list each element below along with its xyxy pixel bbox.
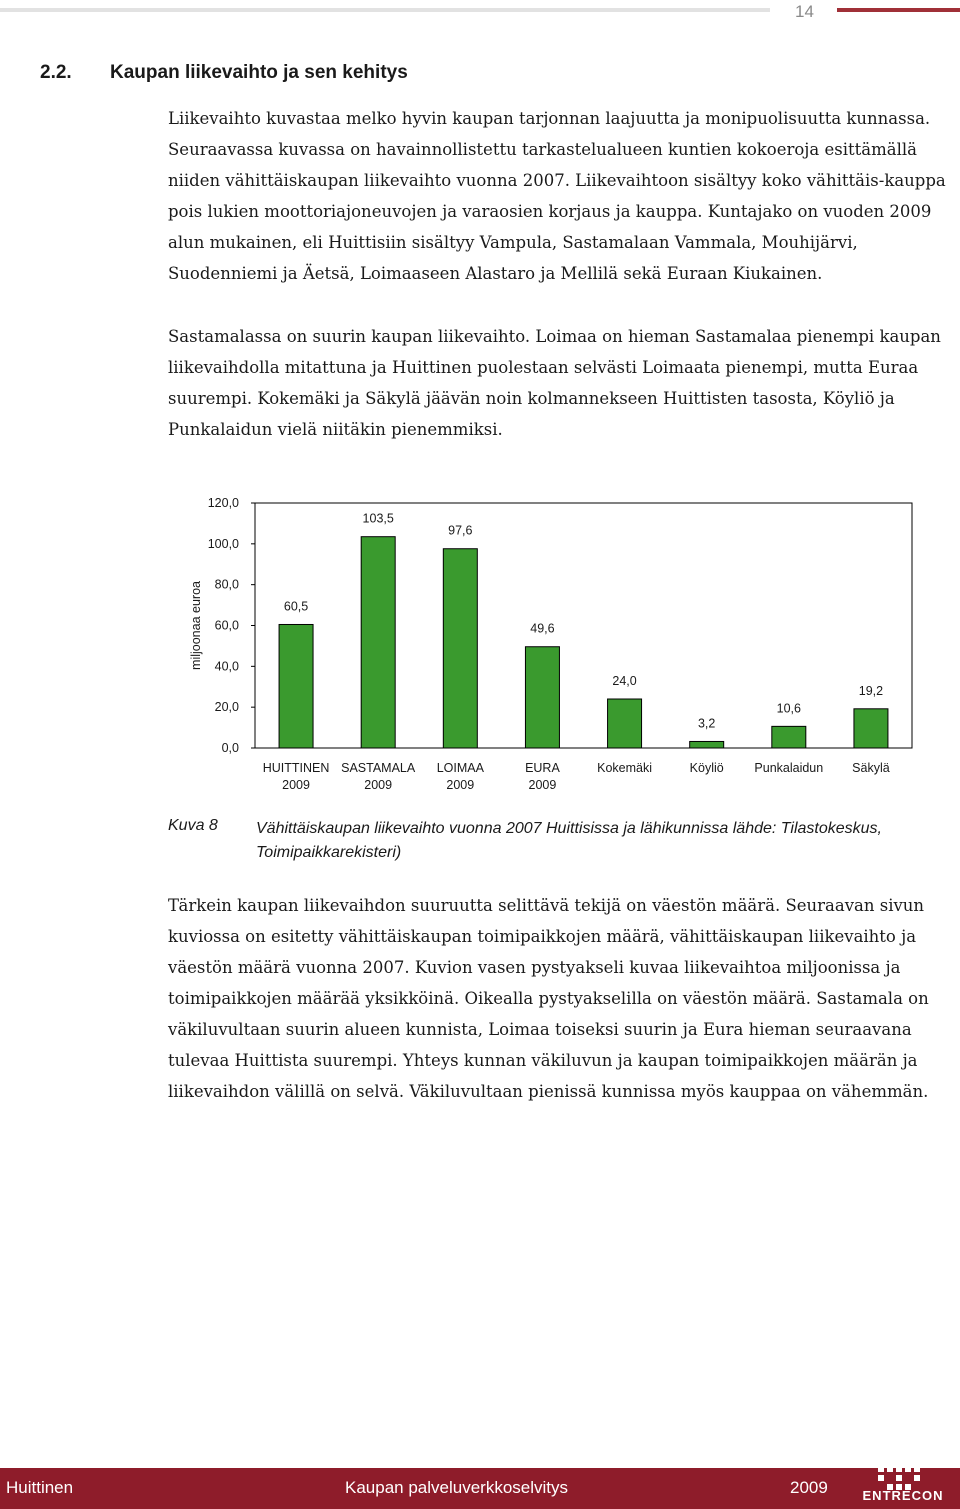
x-category-label: 2009 bbox=[364, 778, 393, 792]
data-label: 10,6 bbox=[776, 701, 801, 716]
page-number: 14 bbox=[795, 2, 814, 21]
data-label: 103,5 bbox=[362, 511, 394, 526]
header-rule-right bbox=[837, 8, 960, 12]
bar bbox=[443, 549, 477, 748]
footer-municipality: Huittinen bbox=[6, 1478, 74, 1497]
section-title: Kaupan liikevaihto ja sen kehitys bbox=[110, 62, 408, 83]
x-category-label: Säkylä bbox=[852, 761, 890, 775]
y-tick-label: 40,0 bbox=[214, 659, 239, 674]
figure-caption: Vähittäiskaupan liikevaihto vuonna 2007 Huittisissa ja lähikunnissa lähde: Tilastokeskus, Toimipaikkarekisteri) bbox=[256, 820, 882, 861]
plot-area bbox=[255, 503, 912, 748]
y-tick-label: 20,0 bbox=[214, 700, 239, 715]
grid-logo-icon bbox=[850, 1462, 956, 1490]
x-category-label: 2009 bbox=[528, 778, 557, 792]
y-tick-label: 0,0 bbox=[221, 741, 239, 755]
data-label: 49,6 bbox=[530, 621, 555, 636]
x-category-label: Kokemäki bbox=[597, 761, 653, 775]
x-category-label: SASTAMALA bbox=[341, 761, 416, 775]
paragraph-intro: Liikevaihto kuvastaa melko hyvin kaupan tarjonnan laajuutta ja monipuolisuutta kunnassa. Seuraavassa kuvassa on havainnollistettu tarkastelualueen kuntien kokoeroja esittämällä niiden vähittäiskaupan liikevaihto vuonna 2007. Liikevaihtoon sisältyy koko vähittäis-kauppa pois lukien moottoriajoneuvojen ja varaosien korjaus ja kauppa. Kuntajako on vuoden 2009 alun mukainen, eli Huittisiin sisältyy Vampula, Sastamalaan Vammala, Mouhijärvi, Suodenniemi ja Äetsä, Loimaaseen Alastaro ja Mellilä sekä Euraan Kiukainen. bbox=[168, 109, 946, 283]
footer-document-title: Kaupan palveluverkkoselvitys bbox=[345, 1478, 569, 1497]
y-axis-label: miljoonaa euroa bbox=[189, 581, 203, 670]
data-label: 19,2 bbox=[858, 683, 884, 698]
x-category-label: EURA bbox=[525, 761, 560, 775]
bar bbox=[608, 699, 642, 748]
paragraph-summary: Sastamalassa on suurin kaupan liikevaihto. Loimaa on hieman Sastamalaa pienempi kaupan liikevaihdolla mitattuna ja Huittinen puolestaan selvästi Loimaata pienempi, mutta Euraa suurempi. Kokemäki ja Säkylä jäävän noin kolmannekseen Huittisten tasosta, Köyliö ja Punkalaidun vielä niitäkin pienemmiksi. bbox=[168, 327, 941, 439]
section-number: 2.2. bbox=[40, 62, 72, 83]
bar bbox=[279, 624, 313, 748]
bar bbox=[854, 709, 888, 748]
entrecon-logo bbox=[850, 1462, 956, 1508]
section-heading bbox=[40, 62, 408, 84]
logo-text: ENTRECON bbox=[862, 1488, 944, 1503]
x-category-label: LOIMAA bbox=[436, 761, 484, 775]
x-category-label: 2009 bbox=[282, 778, 310, 792]
bar bbox=[525, 647, 559, 748]
bar bbox=[772, 726, 806, 748]
data-label: 24,0 bbox=[612, 674, 637, 688]
header-rule-left bbox=[0, 8, 770, 12]
paragraph-population: Tärkein kaupan liikevaihdon suuruutta selittävä tekijä on väestön määrä. Seuraavan sivun kuviossa on esitetty vähittäiskaupan toimipaikkojen määrä, vähittäiskaupan liikevaihto ja väestön määrä vuonna 2007. Kuvion vasen pystyakseli kuvaa liikevaihtoa miljoonissa ja toimipaikkojen määrää yksikköinä. Oikealla pystyakselilla on väestön määrä. Sastamala on väkiluvultaan suurin alueen kunnista, Loimaa toiseksi suurin ja Eura hieman seuraavana tulevaa Huittista suurempi. Yhteys kunnan väkiluvun ja kaupan toimipaikkojen määrän ja liikevaihdon välillä on selvä. Väkiluvultaan pienissä kunnissa myös kauppaa on vähemmän. bbox=[168, 896, 929, 1101]
x-category-label: 2009 bbox=[446, 778, 475, 792]
y-tick-label: 80,0 bbox=[214, 577, 239, 592]
x-category-label: HUITTINEN bbox=[262, 761, 330, 775]
x-category-label: Punkalaidun bbox=[754, 761, 824, 775]
bar bbox=[361, 537, 395, 748]
x-category-label: Köyliö bbox=[689, 761, 724, 775]
bar bbox=[690, 741, 724, 748]
footer-year: 2009 bbox=[790, 1478, 828, 1497]
bar-chart bbox=[150, 490, 930, 800]
y-tick-label: 60,0 bbox=[214, 618, 239, 633]
data-label: 60,5 bbox=[283, 599, 309, 614]
data-label: 3,2 bbox=[697, 716, 716, 731]
y-tick-label: 120,0 bbox=[207, 496, 239, 510]
data-label: 97,6 bbox=[448, 523, 473, 538]
figure-label: Kuva 8 bbox=[168, 817, 218, 834]
y-tick-label: 100,0 bbox=[207, 536, 239, 551]
